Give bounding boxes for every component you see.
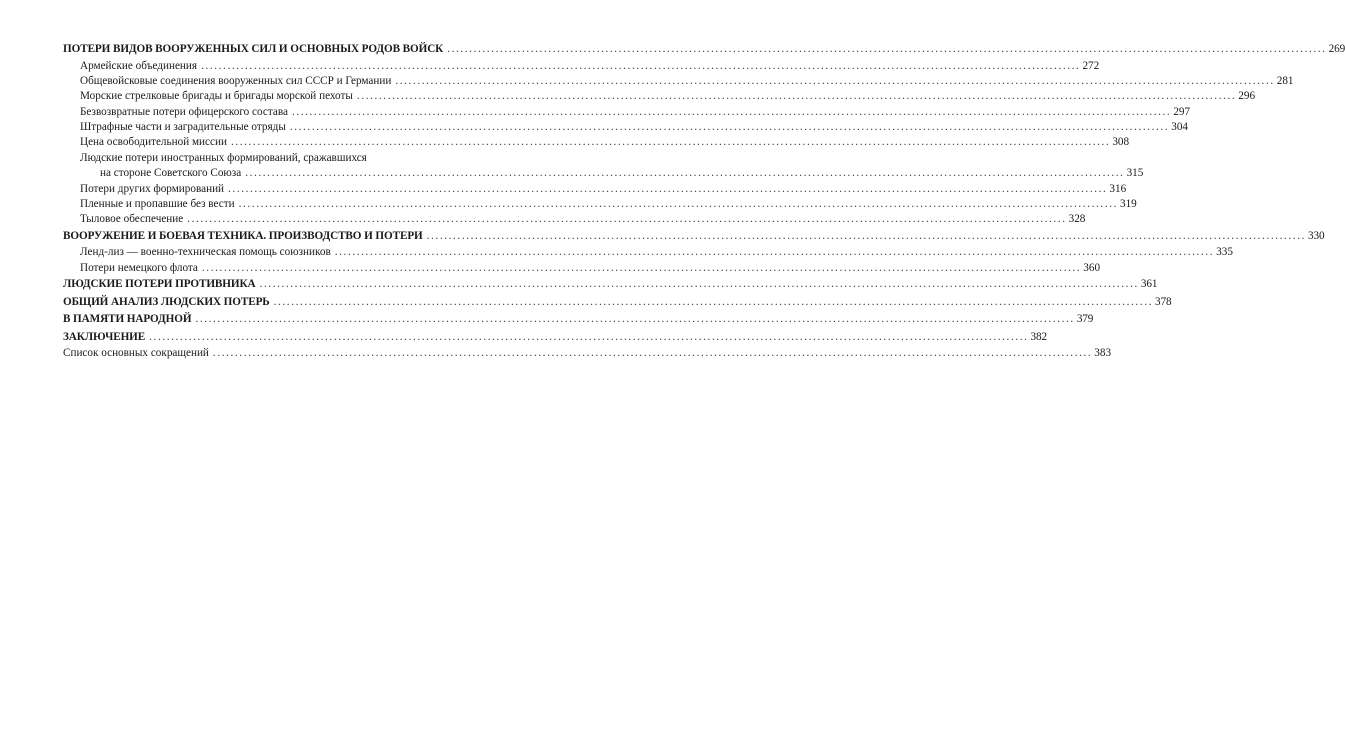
toc-entry-subsection[interactable] (63, 89, 1256, 104)
toc-entry-subsection[interactable] (63, 59, 1100, 74)
toc-entry-title: ОБЩИЙ АНАЛИЗ ЛЮДСКИХ ПОТЕРЬ (63, 295, 270, 308)
toc-entry-subsection[interactable] (63, 105, 1191, 120)
dot-leader (335, 245, 1214, 260)
toc-entry-subsection[interactable] (63, 212, 1086, 227)
toc-entry-page: 361 (1140, 278, 1158, 291)
toc-entry-title: Потери немецкого флота (80, 261, 198, 274)
dot-leader (274, 294, 1153, 312)
toc-entry-title: Ленд-лиз — военно-техническая помощь союзников (80, 246, 331, 259)
toc-entry-section[interactable] (63, 276, 1158, 294)
dot-leader (149, 329, 1028, 347)
dot-leader (292, 105, 1171, 120)
toc-entry-section[interactable] (63, 41, 1345, 59)
toc-entry-title: Тыловое обеспечение (80, 213, 184, 226)
table-of-contents (63, 41, 1345, 361)
toc-entry-page: 315 (1126, 167, 1144, 180)
dot-leader (239, 197, 1118, 212)
toc-entry-page: 378 (1154, 295, 1172, 308)
toc-entry-page: 296 (1238, 90, 1256, 103)
dot-leader (290, 120, 1169, 135)
toc-entry-page: 360 (1083, 261, 1101, 274)
dot-leader (395, 74, 1274, 89)
toc-entry-page: 269 (1328, 43, 1345, 55)
toc-entry-page: 304 (1171, 121, 1188, 134)
toc-entry-subsection[interactable] (63, 135, 1130, 150)
toc-entry-page: 383 (1094, 347, 1112, 360)
toc-entry-title: ВООРУЖЕНИЕ И БОЕВАЯ ТЕХНИКА. ПРОИЗВОДСТВО И ПОТЕРИ (63, 229, 423, 242)
toc-entry-title: Общевойсковые соединения вооруженных сил СССР и Германии (80, 74, 392, 87)
dot-leader (427, 228, 1306, 246)
toc-entry-title: Безвозвратные потери офицерского состава (80, 105, 288, 118)
toc-entry-title: Штрафные части и заградительные отряды (80, 121, 286, 134)
toc-entry-page: 328 (1068, 213, 1086, 226)
dot-leader (228, 182, 1107, 197)
dot-leader (187, 212, 1066, 227)
toc-entry-title: Пленные и пропавшие без вести (80, 198, 235, 211)
toc-entry-page: 281 (1276, 74, 1294, 87)
dot-leader (195, 311, 1074, 329)
toc-entry-plain[interactable] (63, 346, 1112, 361)
toc-entry-subsection[interactable] (63, 245, 1233, 260)
toc-entry-subsection[interactable] (63, 151, 1144, 182)
toc-entry-title-line2: на стороне Советского Союза (100, 167, 242, 180)
toc-entry-title: Морские стрелковые бригады и бригады морской пехоты (80, 90, 353, 103)
toc-entry-title-line1: Людские потери иностранных формирований, сражавшихся (80, 151, 367, 164)
toc-entry-section[interactable] (63, 228, 1325, 246)
toc-entry-title: ЗАКЛЮЧЕНИЕ (63, 330, 146, 343)
toc-entry-title: Список основных сокращений (63, 347, 209, 360)
toc-entry-subsection[interactable] (63, 182, 1127, 197)
toc-entry-page: 319 (1119, 198, 1137, 211)
toc-entry-title: В ПАМЯТИ НАРОДНОЙ (63, 313, 192, 326)
toc-entry-page: 316 (1109, 182, 1127, 195)
dot-leader (357, 89, 1236, 104)
toc-entry-title: Потери других формирований (80, 182, 225, 195)
dot-leader (447, 41, 1326, 59)
toc-entry-title: Армейские объединения (80, 59, 198, 72)
toc-entry-page: 335 (1216, 246, 1233, 259)
toc-entry-subsection[interactable] (63, 120, 1188, 135)
dot-leader (260, 276, 1139, 294)
dot-leader (202, 261, 1081, 276)
dot-leader (213, 346, 1092, 361)
toc-entry-subsection[interactable] (63, 197, 1137, 212)
toc-entry-section[interactable] (63, 294, 1172, 312)
toc-entry-subsection[interactable] (63, 74, 1294, 89)
toc-entry-page: 330 (1308, 229, 1325, 242)
toc-entry-section[interactable] (63, 311, 1094, 329)
toc-entry-subsection[interactable] (63, 261, 1101, 276)
toc-entry-title: ПОТЕРИ ВИДОВ ВООРУЖЕННЫХ СИЛ И ОСНОВНЫХ РОДОВ ВОЙСК (63, 43, 444, 55)
dot-leader (201, 59, 1080, 74)
toc-entry-page: 379 (1076, 313, 1094, 326)
toc-entry-page: 272 (1082, 59, 1100, 72)
toc-entry-title: ЛЮДСКИЕ ПОТЕРИ ПРОТИВНИКА (63, 278, 256, 291)
toc-entry-page: 297 (1173, 105, 1191, 118)
toc-entry-page: 382 (1030, 330, 1048, 343)
dot-leader (245, 166, 1124, 181)
dot-leader (231, 135, 1110, 150)
toc-entry-title: Цена освободительной миссии (80, 136, 227, 149)
toc-entry-section[interactable] (63, 329, 1048, 347)
toc-entry-page: 308 (1112, 136, 1130, 149)
